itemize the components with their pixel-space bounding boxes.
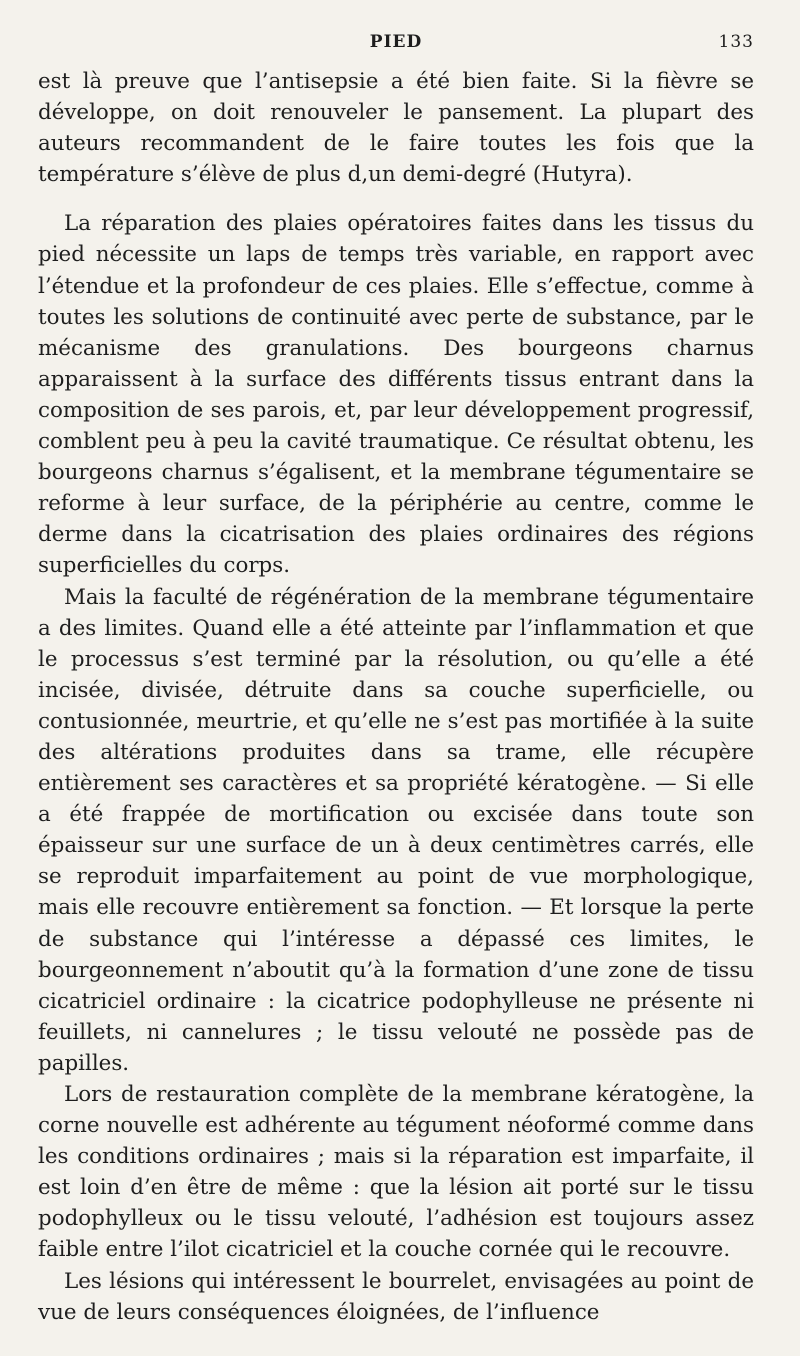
body-text (38, 66, 754, 1328)
paragraph: Mais la faculté de régénération de la membrane tégumentaire a des limites. Quand elle a été atteinte par l’inflammation et que le processus s’est terminé par la résolution, ou qu’elle a été incisée, divisée, détruite dans sa couche superficielle, ou contusionnée, meurtrie, et qu’elle ne s’est pas mortifiée à la suite des altérations produites dans sa trame, elle récupère entièrement ses caractères et sa propriété kératogène. — Si elle a été frappée de mortification ou excisée dans toute son épaisseur sur une surface de un à deux centimètres carrés, elle se reproduit imparfaitement au point de vue morphologique, mais elle recouvre entièrement sa fonction. — Et lorsque la perte de substance qui l’intéresse a dépassé ces limites, le bourgeonnement n’aboutit qu’à la formation d’une zone de tissu cicatriciel ordinaire : la cicatrice podophylleuse ne présente ni feuillets, ni cannelures ; le tissu velouté ne possède pas de papilles. (38, 584, 754, 1076)
paragraph: Les lésions qui intéressent le bourrelet, envisagées au point de vue de leurs conséquences éloignées, de l’influence (38, 1268, 754, 1325)
paragraph: Lors de restauration complète de la membrane kératogène, la corne nouvelle est adhérente au tégument néoformé comme dans les conditions ordinaires ; mais si la réparation est imparfaite, il est loin d’en être de même : que la lésion ait porté sur le tissu podophylleux ou le tissu velouté, l’adhésion est toujours assez faible entre l’ilot cicatriciel et la couche cornée qui le recouvre. (38, 1082, 754, 1263)
paragraph-continuation: est là preuve que l’antisepsie a été bien faite. Si la fièvre se développe, on doit renouveler le pansement. La plupart des auteurs recommandent de le faire toutes les fois que la température s’élève de plus d,un demi-degré (Hutyra). (38, 69, 754, 188)
paragraph: La réparation des plaies opératoires faites dans les tissus du pied nécessite un laps de temps très variable, en rapport avec l’étendue et la profondeur de ces plaies. Elle s’effectue, comme à toutes les solutions de continuité avec perte de substance, par le mécanisme des granulations. Des bourgeons charnus apparaissent à la surface des différents tissus entrant dans la composition de ses parois, et, par leur développement progressif, comblent peu à peu la cavité traumatique. Ce résultat obtenu, les bourgeons charnus s’égalisent, et la membrane tégumentaire se reforme à leur surface, de la périphérie au centre, comme le derme dans la cicatrisation des plaies ordinaires des régions superficielles du corps. (38, 211, 754, 579)
running-title: PIED (369, 32, 423, 52)
page-number: 133 (718, 32, 754, 52)
running-header (38, 30, 754, 66)
